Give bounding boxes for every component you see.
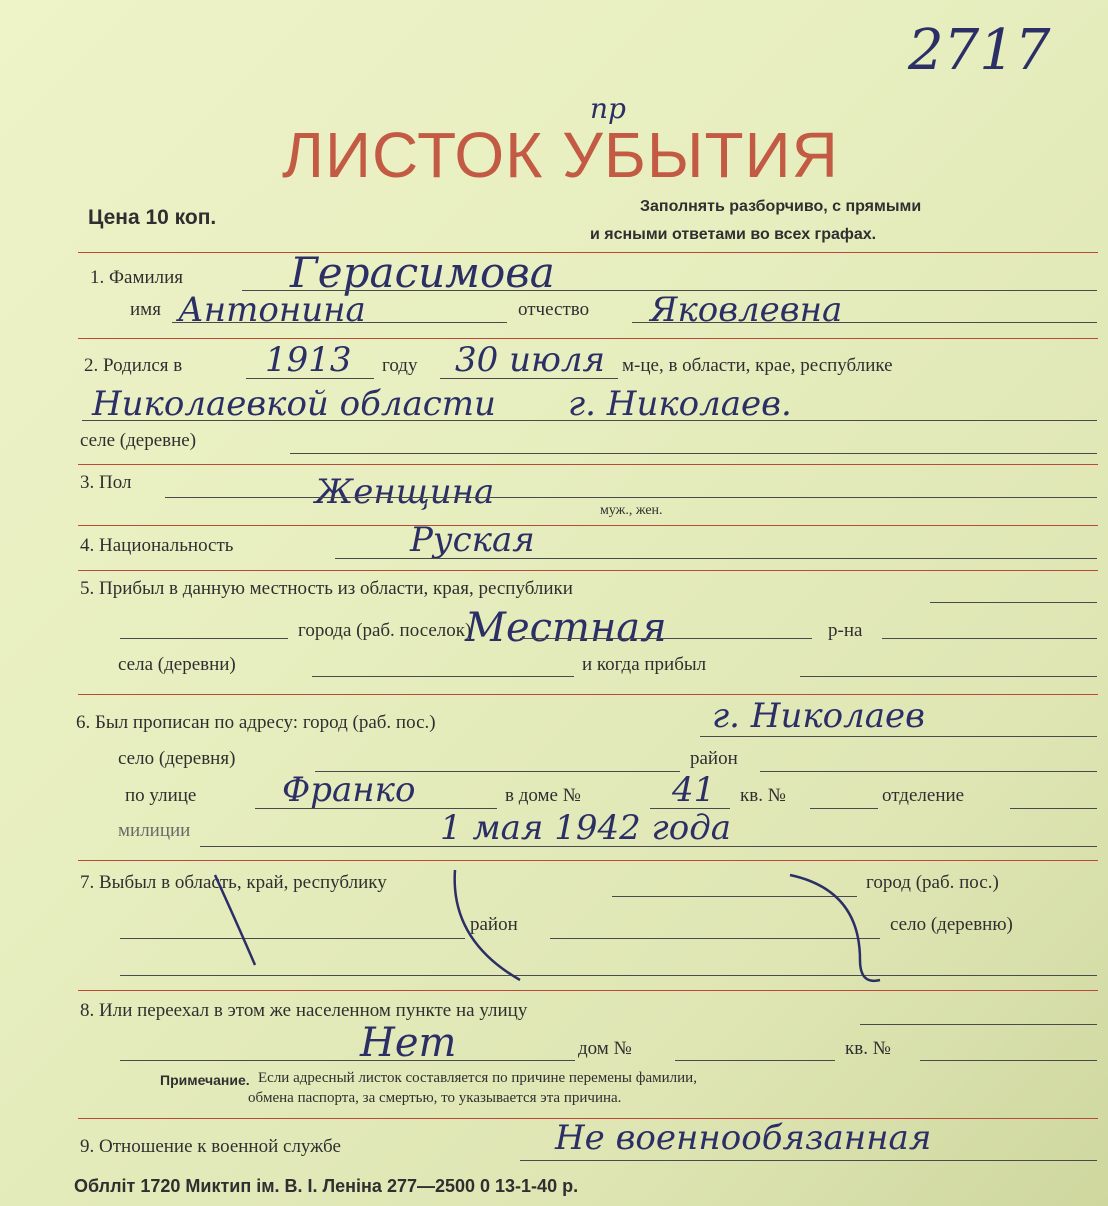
name-value: Антонина: [178, 290, 366, 330]
sex-value: Женщина: [315, 472, 495, 512]
surname-value: Герасимова: [290, 248, 555, 297]
region-label: м-це, в области, крае, республике: [622, 355, 893, 376]
village-label: селе (деревне): [80, 430, 197, 451]
arrived-district-label: р-на: [828, 620, 863, 641]
patronymic-value: Яковлевна: [650, 290, 843, 330]
house-value: 41: [672, 770, 716, 810]
registered-city-value: г. Николаев: [712, 696, 925, 736]
moved-apartment-label: кв. №: [845, 1038, 891, 1059]
note-label: Примечание.: [160, 1072, 250, 1088]
departed-village-label: село (деревню): [890, 914, 1013, 935]
street-value: Франко: [282, 770, 416, 810]
house-label: в доме №: [505, 785, 581, 806]
handwritten-card-number: 2717: [908, 18, 1051, 83]
instruction-line-1: Заполнять разборчиво, с прямыми: [640, 198, 922, 215]
military-value: Не военнообязанная: [555, 1118, 932, 1158]
moved-label: 8. Или переехал в этом же населенном пункте на улицу: [80, 1000, 528, 1021]
arrived-label: 5. Прибыл в данную местность из области, края, республики: [80, 578, 573, 599]
arrived-city-label: города (раб. поселок): [298, 620, 472, 641]
departed-label: 7. Выбыл в область, край, республику: [80, 872, 387, 893]
military-label: 9. Отношение к военной службе: [80, 1136, 341, 1157]
nationality-value: Руская: [410, 520, 535, 560]
street-label: по улице: [125, 785, 197, 806]
apartment-label: кв. №: [740, 785, 786, 806]
instruction-line-2: и ясными ответами во всех графах.: [590, 226, 877, 243]
sex-hint: муж., жен.: [600, 503, 663, 518]
strike-stroke: [215, 875, 255, 965]
registered-village-label: село (деревня): [118, 748, 236, 769]
note-text-line-2: обмена паспорта, за смертью, то указывается эта причина.: [248, 1090, 622, 1106]
title-correction: пр: [590, 92, 626, 125]
arrived-when-label: и когда прибыл: [582, 654, 707, 675]
price-label: Цена 10 коп.: [88, 206, 217, 229]
birth-year-value: 1913: [265, 340, 352, 380]
birth-place-region: Николаевкой области: [92, 384, 496, 424]
surname-label: 1. Фамилия: [90, 267, 184, 288]
card-title: ЛИСТОК УБЫТИЯ: [282, 119, 839, 191]
departed-city-label: город (раб. пос.): [866, 872, 999, 893]
arrived-village-label: села (деревни): [118, 654, 236, 675]
printer-footer: Обллiт 1720 Миктип iм. В. I. Ленiна 277—2500 0 13-1-40 р.: [74, 1176, 579, 1196]
departed-district-label: район: [470, 914, 518, 935]
registered-label: 6. Был прописан по адресу: город (раб. пос.): [76, 712, 436, 733]
year-label: году: [382, 355, 418, 376]
arrived-city-value: Местная: [465, 605, 667, 651]
birth-place-city: г. Николаев.: [568, 384, 792, 424]
nationality-label: 4. Национальность: [80, 535, 234, 556]
department-label: отделение: [882, 785, 965, 806]
birth-label: 2. Родился в: [84, 355, 183, 376]
strike-stroke: [455, 870, 520, 980]
police-label: милиции: [118, 820, 191, 841]
moved-value: Нет: [360, 1020, 457, 1066]
moved-house-label: дом №: [578, 1038, 632, 1059]
police-date-value: 1 мая 1942 года: [440, 808, 732, 848]
name-label: имя: [130, 299, 161, 320]
sex-label: 3. Пол: [80, 472, 132, 493]
strike-stroke: [790, 875, 880, 981]
birth-date-value: 30 июля: [455, 340, 606, 380]
patronymic-label: отчество: [518, 299, 590, 320]
registered-district-label: район: [690, 748, 738, 769]
note-text-line-1: Если адресный листок составляется по причине перемены фамилии,: [258, 1070, 697, 1086]
